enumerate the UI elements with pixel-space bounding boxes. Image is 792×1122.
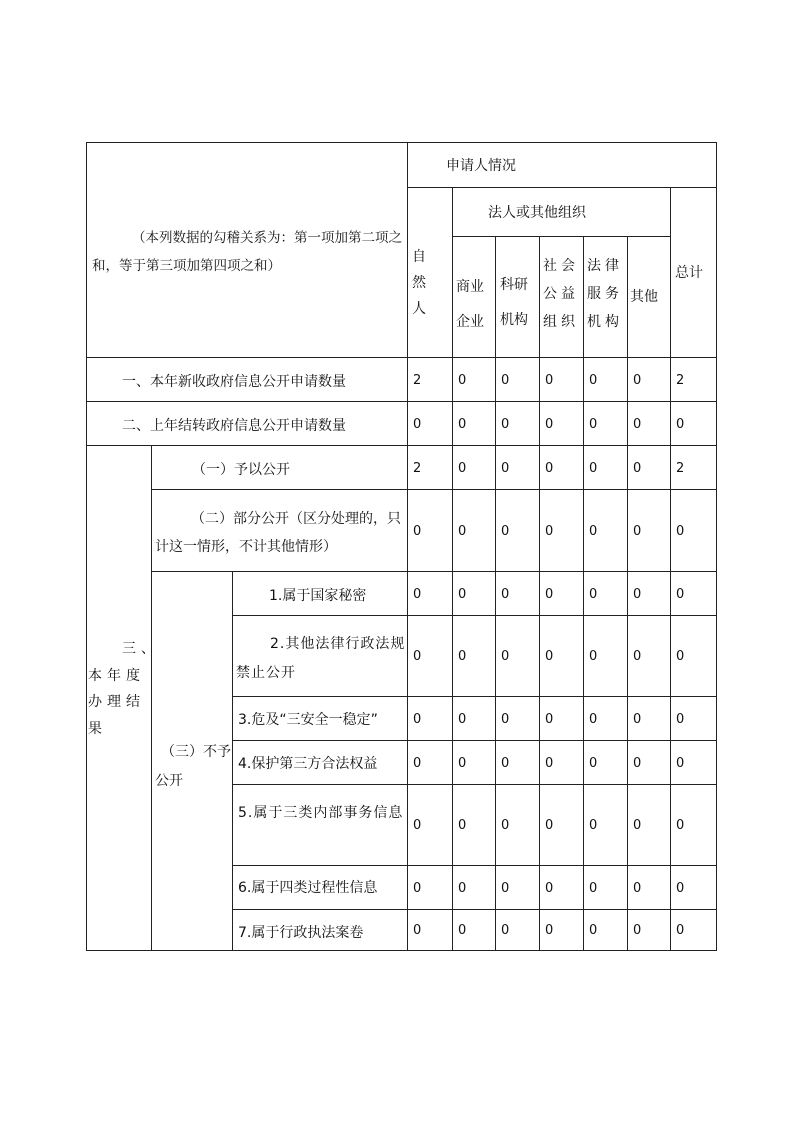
value-text: 0 (501, 524, 510, 539)
value-text: 0 (501, 881, 510, 896)
value-text: 2 (413, 373, 422, 388)
value-text: 0 (458, 524, 467, 539)
value-text: 2 (676, 373, 685, 388)
value-text: 0 (458, 881, 467, 896)
value-text: 0 (545, 417, 554, 432)
value-text: 0 (458, 712, 467, 727)
value-text: 0 (589, 923, 598, 938)
section-three-label: 三、本年度办理结果 (88, 641, 160, 737)
value-text: 0 (545, 923, 554, 938)
value-text: 0 (589, 587, 598, 602)
value-text: 0 (676, 756, 685, 771)
row-2-label: 二、上年结转政府信息公开申请数量 (122, 418, 346, 434)
value-text: 0 (413, 712, 422, 727)
value-text: 0 (545, 756, 554, 771)
value-text: 0 (458, 818, 467, 833)
value-text: 0 (676, 524, 685, 539)
value-text: 0 (589, 756, 598, 771)
value-text: 0 (545, 649, 554, 664)
value-text: 0 (545, 587, 554, 602)
value-text: 0 (676, 649, 685, 664)
value-text: 0 (501, 461, 510, 476)
legal-person-group-label: 法人或其他组织 (488, 205, 586, 221)
value-text: 0 (589, 461, 598, 476)
value-text: 0 (413, 818, 422, 833)
value-text: 0 (633, 923, 642, 938)
row-7-label: 3.危及“三安全一稳定” (238, 712, 378, 728)
value-text: 0 (501, 756, 510, 771)
value-text: 0 (633, 417, 642, 432)
total-label: 总计 (675, 265, 703, 281)
value-text: 0 (545, 461, 554, 476)
value-text: 0 (413, 756, 422, 771)
value-text: 0 (589, 649, 598, 664)
legal-service-institution-label: 法律服务机构 (587, 258, 623, 330)
value-text: 0 (458, 417, 467, 432)
value-text: 0 (458, 461, 467, 476)
value-text: 0 (413, 587, 422, 602)
row-8-label: 4.保护第三方合法权益 (238, 756, 378, 772)
row-1-label: 一、本年新收政府信息公开申请数量 (122, 374, 346, 390)
value-text: 0 (545, 881, 554, 896)
social-welfare-org-label: 社会公益组织 (543, 258, 579, 330)
value-text: 0 (589, 524, 598, 539)
row-6-label: 2.其他法律行政法规禁止公开 (236, 636, 406, 682)
value-text: 0 (676, 923, 685, 938)
value-text: 0 (458, 587, 467, 602)
value-text: 0 (633, 818, 642, 833)
value-text: 0 (501, 417, 510, 432)
commercial-enterprise-label: 商业企业 (456, 279, 484, 330)
value-text: 0 (633, 461, 642, 476)
value-text: 0 (633, 587, 642, 602)
value-text: 0 (676, 818, 685, 833)
value-text: 0 (501, 587, 510, 602)
value-text: 0 (633, 649, 642, 664)
row-4-label: （二）部分公开（区分处理的，只计这一情形，不计其他情形） (155, 511, 401, 555)
value-text: 0 (458, 649, 467, 664)
value-text: 0 (458, 373, 467, 388)
other-label: 其他 (630, 289, 658, 305)
research-institution-label: 科研机构 (500, 277, 528, 328)
value-text: 0 (413, 649, 422, 664)
value-text: 0 (676, 712, 685, 727)
value-text: 0 (458, 756, 467, 771)
value-text: 0 (676, 587, 685, 602)
value-text: 0 (458, 923, 467, 938)
value-text: 0 (501, 818, 510, 833)
value-text: 0 (501, 923, 510, 938)
value-text: 0 (413, 923, 422, 938)
value-text: 0 (589, 712, 598, 727)
applicant-situation-label: 申请人情况 (446, 158, 516, 174)
value-text: 0 (545, 524, 554, 539)
row-9-label: 5.属于三类内部事务信息 (238, 805, 404, 821)
value-text: 0 (413, 881, 422, 896)
row-11-label: 7.属于行政执法案卷 (238, 925, 364, 941)
row-3-label: （一）予以公开 (192, 462, 290, 478)
value-text: 0 (501, 712, 510, 727)
value-text: 0 (676, 881, 685, 896)
value-text: 0 (501, 649, 510, 664)
natural-person-label: 自然人 (412, 249, 432, 317)
value-text: 0 (413, 417, 422, 432)
value-text: 0 (589, 818, 598, 833)
value-text: 0 (545, 818, 554, 833)
not-disclosed-label: （三）不予公开 (155, 744, 231, 790)
value-text: 0 (633, 524, 642, 539)
value-text: 0 (589, 417, 598, 432)
value-text: 0 (676, 417, 685, 432)
value-text: 0 (633, 756, 642, 771)
value-text: 2 (413, 461, 422, 476)
row-5-label: 1.属于国家秘密 (269, 588, 367, 604)
value-text: 0 (589, 373, 598, 388)
value-text: 0 (501, 373, 510, 388)
value-text: 2 (676, 461, 685, 476)
value-text: 0 (589, 881, 598, 896)
value-text: 0 (545, 712, 554, 727)
value-text: 0 (413, 524, 422, 539)
value-text: 0 (545, 373, 554, 388)
value-text: 0 (633, 373, 642, 388)
value-text: 0 (633, 881, 642, 896)
row-10-label: 6.属于四类过程性信息 (238, 880, 378, 896)
row-label-note: （本列数据的勾稽关系为：第一项加第二项之和，等于第三项加第四项之和） (92, 230, 402, 275)
value-text: 0 (633, 712, 642, 727)
